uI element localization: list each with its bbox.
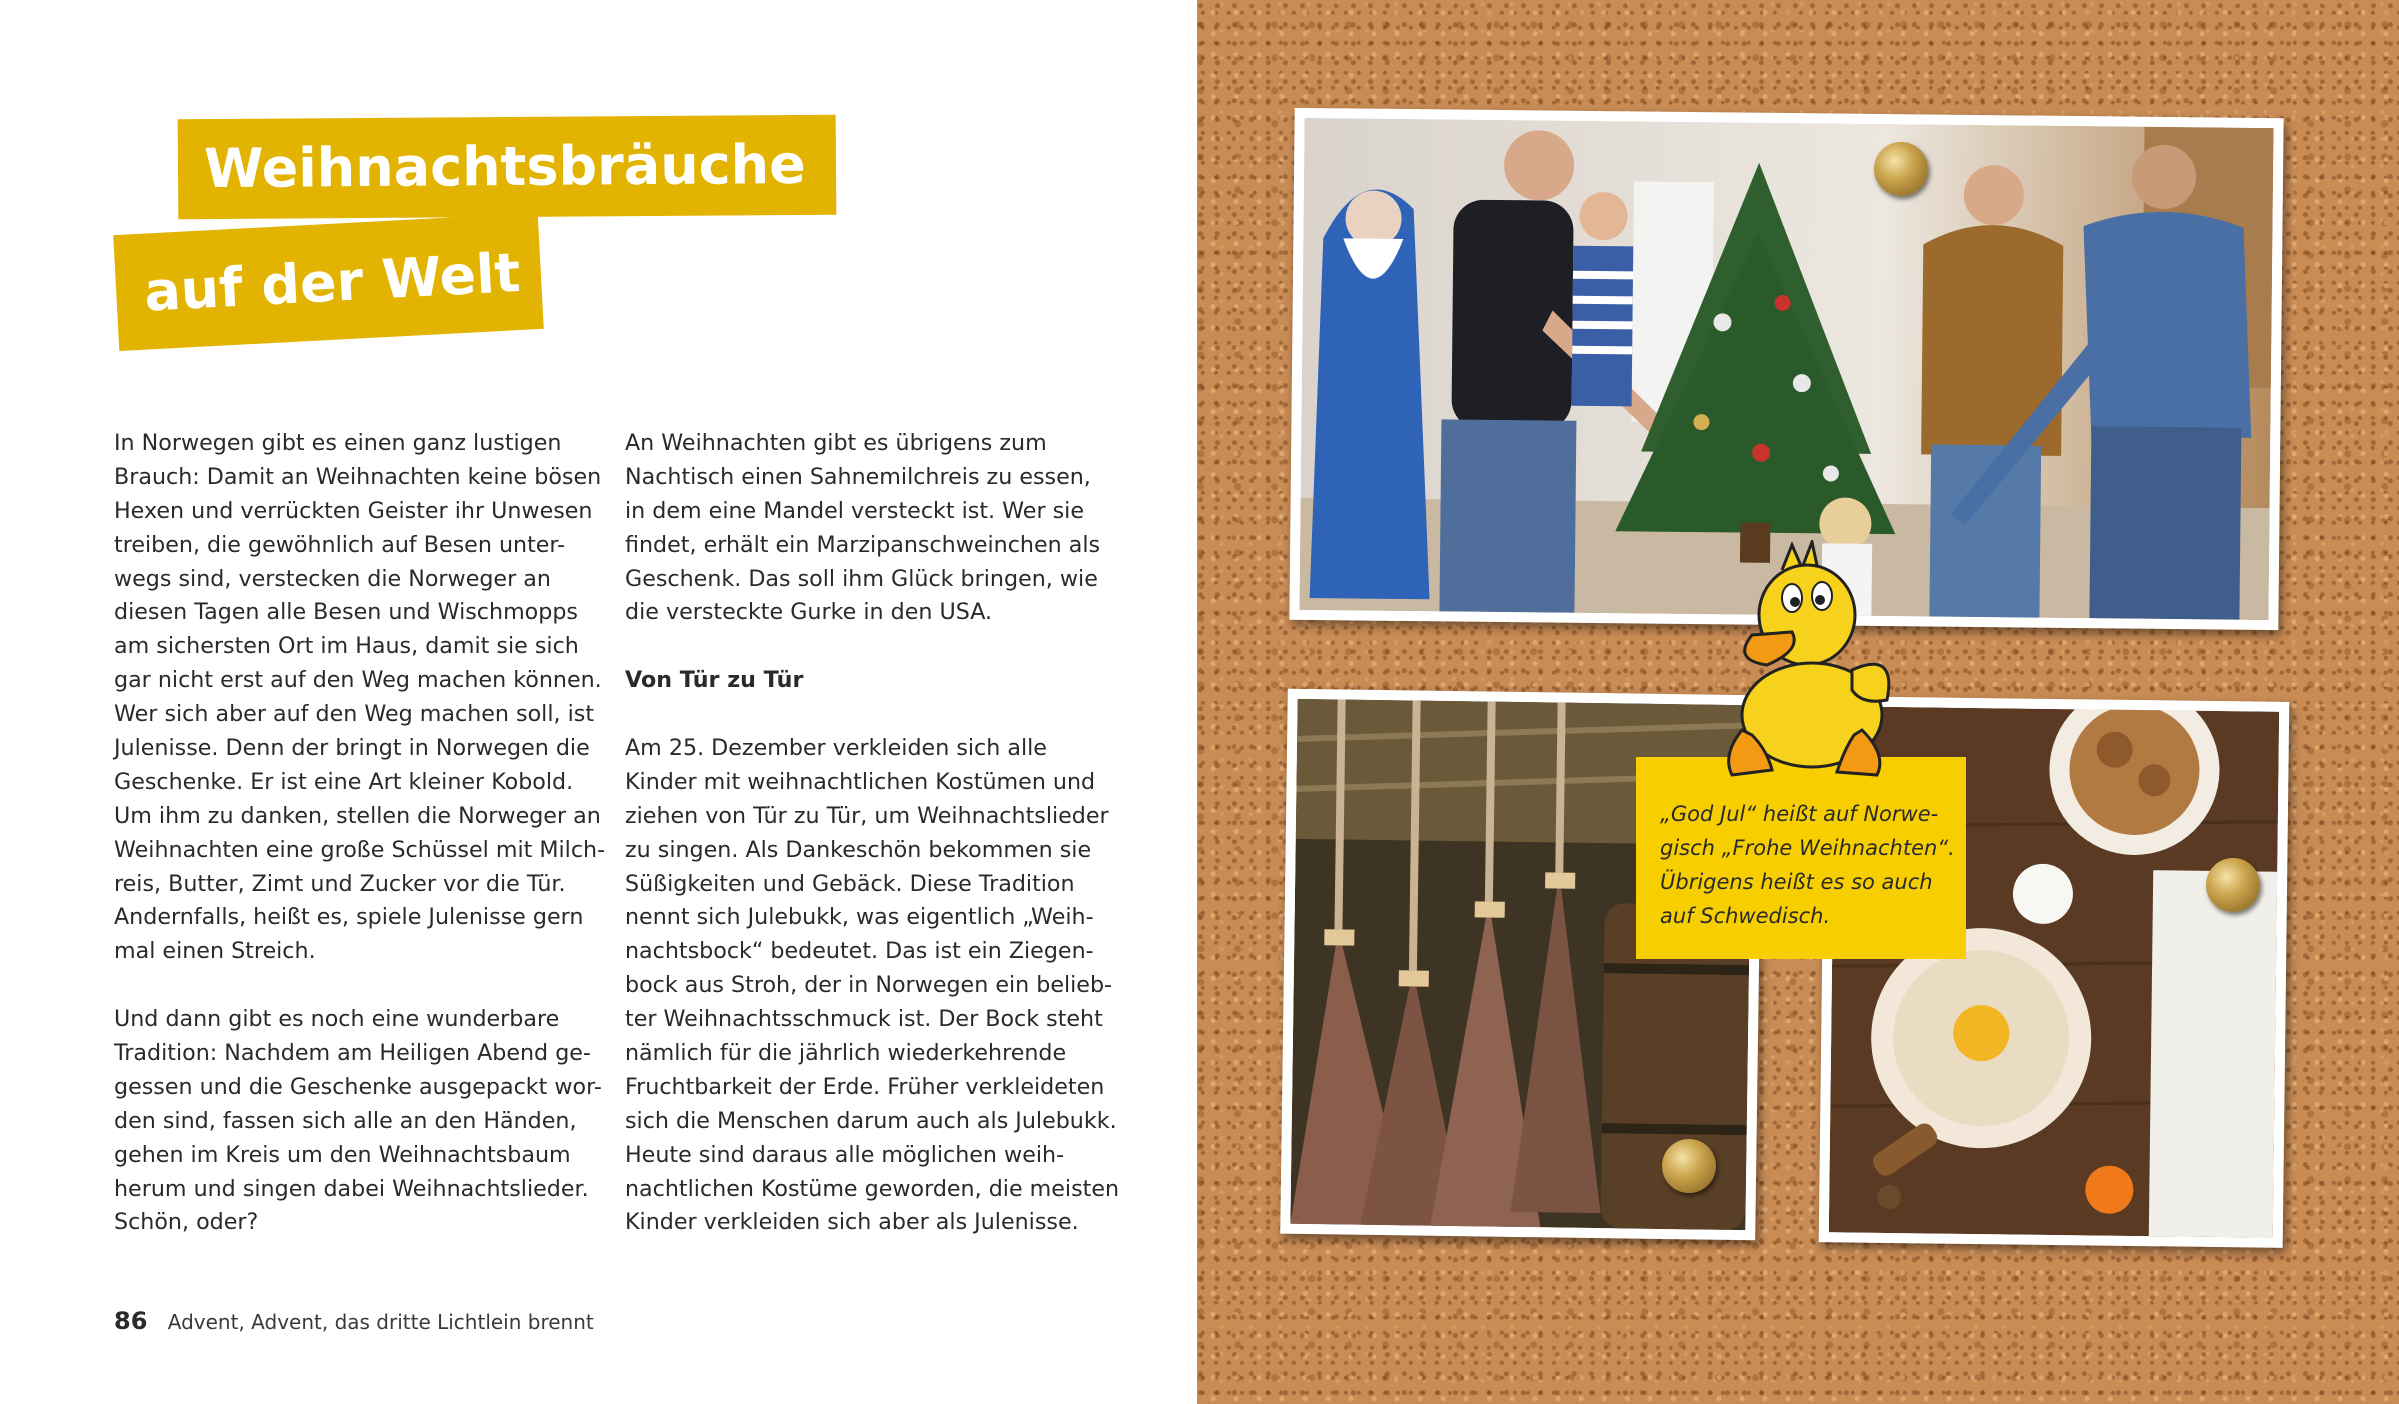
callout-line: „God Jul“ heißt auf Norwe- [1660,802,1939,826]
text-line: herum und singen dabei Weihnachtslieder. [114,1175,589,1202]
text-line: Weihnachten eine große Schüssel mit Milch- [114,836,606,863]
text-line: gar nicht erst auf den Weg machen können. [114,667,602,694]
text-line: Tradition: Nachdem am Heiligen Abend ge- [114,1040,591,1067]
text-line: nämlich für die jährlich wiederkehrende [625,1040,1067,1067]
text-line: gessen und die Geschenke ausgepackt wor- [114,1073,602,1100]
text-line: Kinder mit weihnachtlichen Kostümen und [625,768,1096,795]
text-line: mal einen Streich. [114,938,316,965]
text-line: Am 25. Dezember verkleiden sich alle [625,735,1047,762]
title-line-2: auf der Welt [113,213,543,351]
text-line: Wer sich aber auf den Weg machen soll, ist [114,701,595,728]
pin-icon [1874,142,1928,196]
page-number: 86 [114,1307,148,1335]
text-line: zu singen. Als Dankeschön bekommen sie [625,836,1092,863]
text-line: am sichersten Ort im Haus, damit sie sich [114,633,579,660]
left-page [0,0,1197,1404]
text-line: Fruchtbarkeit der Erde. Früher verkleideten [625,1073,1105,1100]
text-line: Hexen und verrückten Geister ihr Unwesen [114,497,593,524]
text-line: Andernfalls, heißt es, spiele Julenisse gern [114,904,584,931]
text-line: Schön, oder? [114,1209,259,1236]
text-line: sich die Menschen darum auch als Julebukk. [625,1107,1117,1134]
paragraph-gap [114,969,584,1003]
pin-icon [2206,858,2260,912]
text-line: Julenisse. Denn der bringt in Norwegen die [114,735,590,762]
text-line: wegs sind, verstecken die Norweger an [114,565,551,592]
text-line: ter Weihnachtsschmuck ist. Der Bock steht [625,1006,1103,1033]
text-line: In Norwegen gibt es einen ganz lustigen [114,430,562,456]
callout-line: Übrigens heißt es so auch [1660,870,1933,894]
text-line: Nachtisch einen Sahnemilchreis zu essen, [625,463,1091,490]
text-line: diesen Tagen alle Besen und Wischmopps [114,599,578,626]
text-line: nennt sich Julebukk, was eigentlich „Weih- [625,904,1094,931]
text-column-2 [625,427,1120,1240]
text-line: findet, erhält ein Marzipanschweinchen als [625,531,1101,558]
text-line: Heute sind daraus alle möglichen weih- [625,1141,1065,1168]
title-line-1: Weihnachtsbräuche [178,115,837,220]
text-line: nachtlichen Kostüme geworden, die meisten [625,1175,1120,1202]
text-line: Süßigkeiten und Gebäck. Diese Tradition [625,870,1075,897]
text-line: Geschenke. Er ist eine Art kleiner Kobold. [114,768,574,795]
pin-icon [1662,1139,1716,1193]
callout-line: gisch „Frohe Weihnachten“. [1660,836,1955,860]
paragraph-gap [625,630,1095,664]
text-line: in dem eine Mandel versteckt ist. Wer sie [625,497,1084,524]
text-line: Um ihm zu danken, stellen die Norweger an [114,802,601,829]
text-line: Geschenk. Das soll ihm Glück bringen, wie [625,565,1098,592]
text-line: reis, Butter, Zimt und Zucker vor die Tür. [114,870,566,897]
paragraph-gap [625,698,1095,732]
text-line: nachtsbock“ bedeutet. Das ist ein Ziegen- [625,938,1094,965]
text-line: An Weihnachten gibt es übrigens zum [625,430,1047,456]
text-line: treiben, die gewöhnlich auf Besen unter- [114,531,566,558]
section-heading: Von Tür zu Tür [625,667,804,694]
callout-line: auf Schwedisch. [1660,904,1831,928]
callout-box [1636,757,1966,959]
text-line: Kinder verkleiden sich aber als Julenisse. [625,1209,1079,1236]
text-line: gehen im Kreis um den Weihnachtsbaum [114,1141,571,1168]
text-line: den sind, fassen sich alle an den Händen, [114,1107,577,1134]
chapter-title: Advent, Advent, das dritte Lichtlein brennt [167,1310,594,1334]
text-column-1 [114,427,606,1240]
text-line: ziehen von Tür zu Tür, um Weihnachtslieder [625,802,1109,829]
text-line: Und dann gibt es noch eine wunderbare [114,1006,560,1033]
text-line: die versteckte Gurke in den USA. [625,599,993,626]
text-line: bock aus Stroh, der in Norwegen ein belieb- [625,972,1113,999]
duck-mascot-icon [1712,540,1902,780]
page-footer [114,1307,594,1335]
text-line: Brauch: Damit an Weihnachten keine bösen [114,463,602,490]
